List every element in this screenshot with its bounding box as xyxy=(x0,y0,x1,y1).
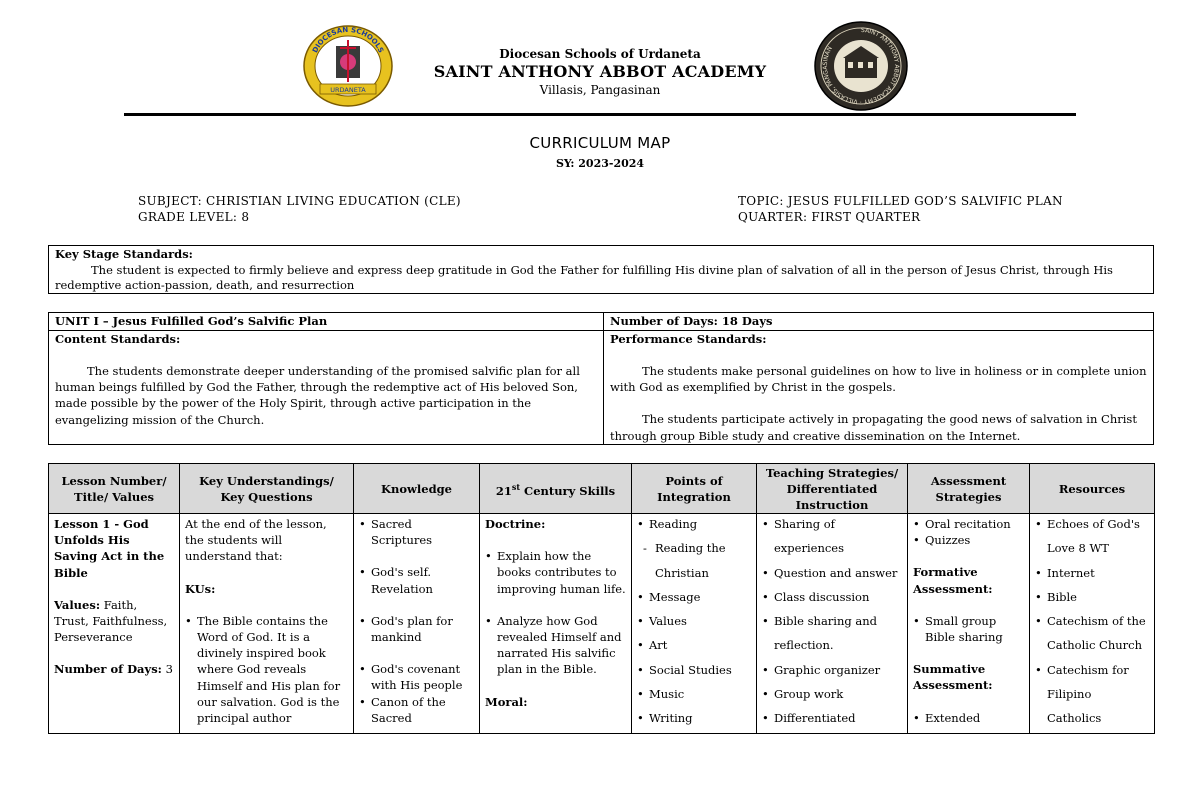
list-item: • Social Studies xyxy=(637,658,751,682)
list-item: • Reading xyxy=(637,514,751,537)
header-points-of-integration: Points of Integration xyxy=(632,464,757,514)
teaching-strategies-cell xyxy=(757,514,908,734)
key-stage-label: Key Stage Standards: xyxy=(55,247,193,261)
list-item: • Quizzes xyxy=(913,532,1024,548)
content-standards-text: The students demonstrate deeper understanding of the promised salvific plan for all human beings fulfilled by God the Father, through the redemptive act of His beloved Son, made possible by the power of the Holy Spirit, through active participation in the evangelizing mission of the Church. xyxy=(55,364,580,427)
diocese-name: Diocesan Schools of Urdaneta xyxy=(499,47,701,61)
assessment-cell xyxy=(908,514,1030,734)
header-lesson: Lesson Number/ Title/ Values xyxy=(49,464,180,514)
seal-arc-text: SAINT ANTHONY ABBOT ACADEMY · VILLASIS, PANGASINAN xyxy=(821,26,900,106)
left-logo-arc-text: DIOCESAN SCHOOLS xyxy=(311,25,385,55)
grade-line: GRADE LEVEL: 8 xyxy=(138,210,250,224)
ku-intro: At the end of the lesson, the students will understand that: xyxy=(185,517,327,564)
lesson-values: Values: Faith, Trust, Faithfulness, Perseverance xyxy=(54,597,168,645)
list-item: • Bible xyxy=(1035,585,1149,609)
ku-list xyxy=(185,613,348,726)
key-stage-standards xyxy=(48,245,1154,294)
list-item: • Question and answer xyxy=(762,561,902,585)
list-item: • Sharing of experiences xyxy=(762,514,902,561)
topic-info xyxy=(738,193,1063,225)
list-item: • Differentiated xyxy=(762,706,902,730)
school-year: SY: 2023-2024 xyxy=(555,157,645,170)
quarter-line: QUARTER: FIRST QUARTER xyxy=(738,210,921,224)
key-stage-text: The student is expected to firmly believe and express deep gratitude in God the Father for fulfilling His divine plan of salvation of all in the person of Jesus Christ, through His redemptive action-passion, death, and resurrection xyxy=(55,262,1113,292)
left-logo-ribbon-text: URDANETA xyxy=(330,86,366,94)
list-item: • Sacred Scriptures xyxy=(359,516,474,548)
summative-label: Summative Assessment: xyxy=(913,662,993,693)
list-item: • God's self. Revelation xyxy=(359,564,474,596)
performance-standards-text-1: The students make personal guidelines on how to live in holiness or in complete union with God as exemplified by Christ in the gospels. xyxy=(610,364,1147,395)
doctrine-label: Doctrine: xyxy=(485,517,546,531)
knowledge-list xyxy=(359,516,474,726)
lesson-cell xyxy=(49,514,180,734)
resources-list xyxy=(1035,514,1149,731)
list-item: • God's covenant with His people xyxy=(359,661,474,693)
header-21st-century-skills: 21st Century Skills xyxy=(480,464,632,514)
school-name: SAINT ANTHONY ABBOT ACADEMY xyxy=(433,62,767,81)
list-item: • Small group Bible sharing xyxy=(913,613,1024,645)
topic-line: TOPIC: JESUS FULFILLED GOD’S SALVIFIC PLAN xyxy=(738,194,1063,208)
list-item: • God's plan for mankind xyxy=(359,613,474,645)
list-item: • Bible sharing and reflection. xyxy=(762,609,902,658)
formative-list xyxy=(913,613,1024,645)
curriculum-map-table xyxy=(48,463,1155,734)
header-teaching-strategies: Teaching Strategies/ Differentiated Instruction xyxy=(757,464,908,514)
formative-label: Formative Assessment: xyxy=(913,565,993,596)
header-divider xyxy=(124,113,1076,116)
unit-title: UNIT I – Jesus Fulfilled God’s Salvific Plan xyxy=(49,313,603,331)
header-knowledge: Knowledge xyxy=(354,464,480,514)
skills-cell xyxy=(480,514,632,734)
list-item: • Graphic organizer xyxy=(762,658,902,682)
lesson-title: Lesson 1 - God Unfolds His Saving Act in the Bible xyxy=(54,517,165,580)
header-resources: Resources xyxy=(1030,464,1155,514)
subject-info xyxy=(138,193,461,225)
integration-list xyxy=(637,514,751,731)
list-item: • Explain how the books contributes to improving human life. xyxy=(485,548,626,597)
knowledge-cell xyxy=(354,514,480,734)
header-assessment-strategies: Assessment Strategies xyxy=(908,464,1030,514)
header-key-understandings: Key Understandings/ Key Questions xyxy=(180,464,354,514)
unit-days: Number of Days: 18 Days xyxy=(604,313,1153,331)
list-item: • Values xyxy=(637,609,751,633)
table-row xyxy=(49,514,1155,734)
list-item: • Catechism of the Catholic Church xyxy=(1035,609,1149,658)
list-item: • Art xyxy=(637,633,751,657)
list-item: • Canon of the Sacred xyxy=(359,694,474,726)
list-item: • Oral recitation xyxy=(913,516,1024,532)
school-location: Villasis, Pangasinan xyxy=(539,83,661,97)
unit-standards xyxy=(48,312,1154,445)
table-header-row xyxy=(49,464,1155,514)
moral-label: Moral: xyxy=(485,694,528,709)
assessment-list xyxy=(913,516,1024,548)
list-item: • Class discussion xyxy=(762,585,902,609)
list-item: • Music xyxy=(637,682,751,706)
key-understandings-cell xyxy=(180,514,354,734)
content-standards-label: Content Standards: xyxy=(55,332,181,346)
performance-standards-label: Performance Standards: xyxy=(610,332,767,346)
lesson-days: Number of Days: 3 xyxy=(54,662,173,677)
performance-standards-text-2: The students participate actively in propagating the good news of salvation in Christ through group Bible study and creative dissemination on the Internet. xyxy=(610,412,1137,443)
school-header xyxy=(380,46,820,98)
content-standards-column xyxy=(49,313,604,444)
ku-label: KUs: xyxy=(185,581,216,596)
list-item: • Echoes of God's Love 8 WT xyxy=(1035,514,1149,561)
list-item: • Writing xyxy=(637,706,751,730)
performance-standards-column xyxy=(604,313,1153,444)
list-item: - Reading the Christian xyxy=(637,536,751,585)
list-item: • Internet xyxy=(1035,561,1149,585)
subject-line: SUBJECT: CHRISTIAN LIVING EDUCATION (CLE) xyxy=(138,194,461,208)
integration-cell xyxy=(632,514,757,734)
list-item: • Group work xyxy=(762,682,902,706)
teaching-list xyxy=(762,514,902,731)
skills-list xyxy=(485,548,626,677)
summative-list xyxy=(913,710,1024,726)
list-item: • Catechism for Filipino Catholics xyxy=(1035,658,1149,731)
list-item: • Extended xyxy=(913,710,1024,726)
saint-anthony-seal xyxy=(812,20,910,112)
list-item: • Analyze how God revealed Himself and narrated His salvific plan in the Bible. xyxy=(485,613,626,678)
document-title: CURRICULUM MAP xyxy=(529,134,671,152)
resources-cell xyxy=(1030,514,1155,734)
list-item: • The Bible contains the Word of God. It is a divinely inspired book where God reveals Himself and His plan for our salvation. God is the principal author xyxy=(185,613,348,726)
list-item: • Message xyxy=(637,585,751,609)
